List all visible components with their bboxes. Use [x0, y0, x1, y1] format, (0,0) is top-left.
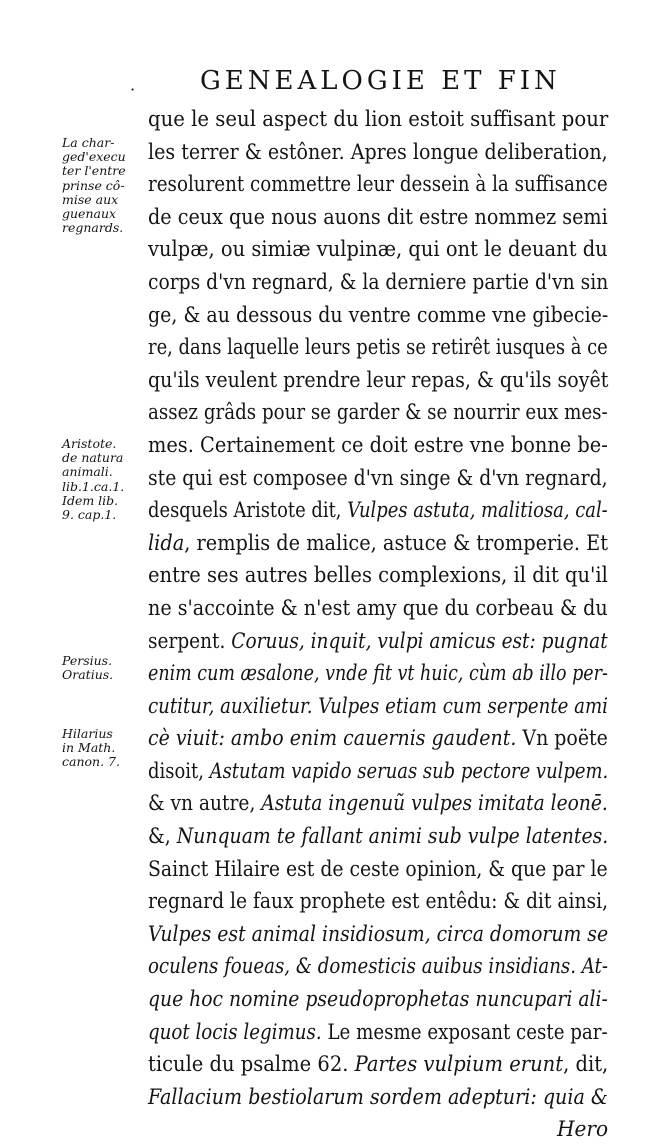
margin-note-line: Idem lib.: [62, 492, 119, 508]
margin-note-line: Oratius.: [62, 667, 114, 683]
margin-note-line: guenaux: [62, 206, 117, 222]
text-segment: Vn poëte: [516, 726, 608, 752]
text-line: [148, 886, 609, 919]
text-line: [148, 528, 609, 561]
text-segment: , remplis de malice, astuce & tromperie. Et: [184, 530, 609, 556]
italic-text-segment: cutitur, auxilietur. Vulpes etiam cum serpente ami: [148, 693, 608, 719]
text-line: [148, 593, 608, 626]
italic-text-segment: Coruus, inquit, vulpi amicus est: pugnat: [231, 628, 608, 654]
text-line: [148, 951, 608, 984]
text-segment: &,: [148, 824, 177, 850]
text-segment: ticule du psalme 62.: [148, 1052, 355, 1078]
text-line: [148, 560, 608, 593]
margin-note-line: Hilarius: [62, 726, 113, 741]
margin-note: [62, 437, 144, 522]
margin-note-line: prinse cô-: [62, 177, 125, 193]
text-segment: assez grâds pour se garder & se nourrir eux mes-: [148, 400, 608, 426]
text-segment: ste qui est composee d'vn singe & d'vn regnard,: [148, 465, 608, 491]
margin-note-line: canon. 7.: [62, 754, 120, 770]
text-line: [148, 1082, 608, 1115]
text-line: [148, 169, 608, 202]
text-segment: , dit,: [563, 1052, 609, 1078]
text-line: [148, 1017, 608, 1050]
text-segment: que le seul aspect du lion estoit suffisant pour: [148, 107, 609, 132]
italic-text-segment: Vulpes astuta, malitiosa, cal-: [347, 498, 608, 524]
margin-note-line: lib.1.ca.1.: [62, 478, 125, 494]
italic-text-segment: Nunquam te fallant animi sub vulpe latentes.: [176, 824, 609, 850]
text-line: [148, 463, 608, 496]
margin-note-line: mise aux: [62, 191, 119, 207]
margin-note-line: Persius.: [62, 653, 113, 668]
text-line: [148, 332, 608, 365]
text-line: [148, 300, 609, 333]
italic-text-segment: lida: [148, 530, 185, 556]
margin-note-line: La char-: [62, 135, 115, 150]
text-segment: disoit,: [148, 758, 210, 784]
margin-note-line: Aristote.: [62, 436, 117, 451]
running-head: GENEALOGIE ET FIN: [200, 66, 561, 96]
italic-text-segment: enim cum æsalone, vnde fit vt huic, cùm ab illo per-: [148, 661, 608, 687]
margin-note-line: in Math.: [62, 740, 116, 756]
text-line: [148, 397, 608, 430]
italic-text-segment: At-: [576, 954, 608, 980]
page-marker: ·: [130, 80, 136, 99]
italic-text-segment: Fallacium bestiolarum sordem adepturi: quia &: [148, 1084, 608, 1110]
italic-text-segment: Hero: [148, 1117, 609, 1143]
italic-text-segment: Astuta ingenuũ vulpes imitata leonē.: [261, 791, 608, 817]
text-segment: ge, & au dessous du ventre comme vne gibecie-: [148, 302, 609, 328]
text-segment: corps d'vn regnard, & la derniere partie d'vn sin: [148, 269, 609, 295]
text-segment: Sainct Hilaire est de ceste opinion, & que par le: [148, 856, 608, 882]
text-segment: mes. Certainement ce doit estre vne bonne be-: [148, 432, 608, 458]
text-segment: les terrer & estôner. Apres longue deliberation,: [148, 139, 608, 165]
text-line: [148, 1049, 609, 1082]
text-line: [148, 495, 608, 528]
text-line: [148, 984, 608, 1017]
margin-note: [62, 136, 144, 235]
italic-text-segment: quot locis legimus.: [148, 1019, 322, 1045]
text-line: [148, 104, 609, 137]
text-line: [148, 854, 608, 887]
text-segment: vulpæ, ou simiæ vulpinæ, qui ont le deuant du: [148, 237, 608, 263]
text-line: [148, 723, 608, 756]
text-segment: regnard le faux prophete est entêdu: & dit ainsi,: [148, 889, 609, 915]
text-line: [148, 821, 609, 854]
margin-note-line: de natura: [62, 450, 124, 466]
margin-note-line: 9. cap.1.: [62, 507, 117, 523]
text-segment: Le mesme exposant ceste par-: [321, 1019, 608, 1045]
text-line: [148, 267, 609, 300]
text-segment: de ceux que nous auons dit estre nommez semi: [148, 204, 608, 230]
italic-text-segment: Astutam vapido seruas sub pectore vulpem.: [209, 758, 609, 784]
text-line: [148, 365, 609, 398]
text-line: [148, 919, 609, 952]
text-segment: & vn autre,: [148, 791, 262, 817]
text-line: [148, 788, 608, 821]
text-line: [148, 202, 608, 235]
text-line: [148, 137, 608, 170]
margin-note-line: ter l'entre: [62, 163, 126, 179]
text-segment: entre ses autres belles complexions, il dit qu'il: [148, 563, 608, 589]
text-line: [148, 658, 608, 691]
italic-text-segment: oculens foueas, & domesticis auibus insidians.: [148, 954, 577, 980]
text-segment: ne s'accointe & n'est amy que du corbeau & du: [148, 595, 608, 621]
margin-note-line: regnards.: [62, 220, 124, 236]
italic-text-segment: Vulpes est animal insidiosum, circa domorum se: [148, 921, 609, 947]
margin-note: [62, 654, 144, 682]
text-segment: serpent.: [148, 628, 232, 654]
text-segment: qu'ils veulent prendre leur repas, & qu'ils soyêt: [148, 367, 609, 393]
text-line: [148, 430, 608, 463]
text-line: [148, 691, 608, 724]
text-segment: desquels Aristote dit,: [148, 498, 348, 524]
margin-note-line: animali.: [62, 464, 113, 480]
margin-note: [62, 727, 144, 770]
text-segment: resolurent commettre leur dessein à la suffisance: [148, 172, 608, 198]
italic-text-segment: Partes vulpium erunt: [354, 1052, 564, 1078]
text-line: [148, 234, 608, 267]
text-line: [148, 756, 609, 789]
italic-text-segment: que hoc nomine pseudoprophetas nuncupari ali-: [148, 987, 608, 1013]
margin-note-line: ged'execu: [62, 149, 126, 165]
text-segment: re, dans laquelle leurs petis se retirêt iusques à ce: [148, 335, 608, 361]
text-line: [148, 1114, 609, 1147]
text-line: [148, 626, 608, 659]
italic-text-segment: cè viuit: ambo enim cauernis gaudent.: [148, 726, 517, 752]
main-text-block: [148, 104, 608, 1147]
